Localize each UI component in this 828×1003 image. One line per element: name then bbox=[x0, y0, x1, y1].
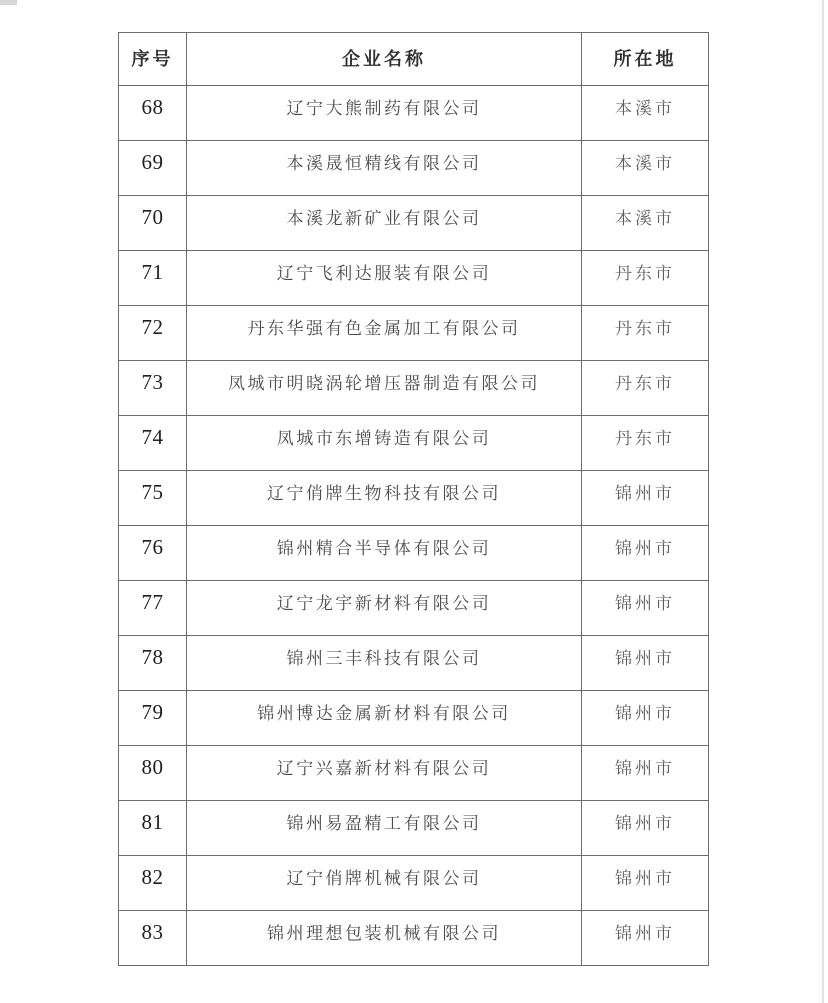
location-cell: 本溪市 bbox=[582, 86, 709, 141]
table-row bbox=[119, 526, 709, 581]
table-row bbox=[119, 691, 709, 746]
table-row bbox=[119, 306, 709, 361]
location-cell: 锦州市 bbox=[582, 471, 709, 526]
serial-number-cell: 79 bbox=[119, 691, 187, 746]
location-cell: 锦州市 bbox=[582, 526, 709, 581]
company-name-cell: 本溪晟恒精线有限公司 bbox=[187, 141, 582, 196]
company-name-cell: 锦州精合半导体有限公司 bbox=[187, 526, 582, 581]
serial-number-cell: 69 bbox=[119, 141, 187, 196]
table-row bbox=[119, 361, 709, 416]
serial-number-cell: 81 bbox=[119, 801, 187, 856]
header-row bbox=[119, 33, 709, 86]
company-name-cell: 凤城市明晓涡轮增压器制造有限公司 bbox=[187, 361, 582, 416]
serial-number-cell: 80 bbox=[119, 746, 187, 801]
company-name-cell: 辽宁俏牌机械有限公司 bbox=[187, 856, 582, 911]
location-cell: 丹东市 bbox=[582, 306, 709, 361]
company-name-cell: 锦州理想包装机械有限公司 bbox=[187, 911, 582, 966]
location-cell: 锦州市 bbox=[582, 911, 709, 966]
header-serial-number: 序号 bbox=[119, 33, 187, 86]
table-row bbox=[119, 801, 709, 856]
table-row bbox=[119, 416, 709, 471]
serial-number-cell: 68 bbox=[119, 86, 187, 141]
company-name-cell: 锦州博达金属新材料有限公司 bbox=[187, 691, 582, 746]
serial-number-cell: 75 bbox=[119, 471, 187, 526]
location-cell: 锦州市 bbox=[582, 691, 709, 746]
company-name-cell: 锦州三丰科技有限公司 bbox=[187, 636, 582, 691]
serial-number-cell: 71 bbox=[119, 251, 187, 306]
table-row bbox=[119, 636, 709, 691]
location-cell: 锦州市 bbox=[582, 636, 709, 691]
table-row bbox=[119, 856, 709, 911]
serial-number-cell: 77 bbox=[119, 581, 187, 636]
location-cell: 本溪市 bbox=[582, 196, 709, 251]
company-name-cell: 辽宁龙宇新材料有限公司 bbox=[187, 581, 582, 636]
location-cell: 丹东市 bbox=[582, 251, 709, 306]
company-name-cell: 辽宁俏牌生物科技有限公司 bbox=[187, 471, 582, 526]
serial-number-cell: 70 bbox=[119, 196, 187, 251]
serial-number-cell: 83 bbox=[119, 911, 187, 966]
table-header bbox=[119, 33, 709, 86]
company-name-cell: 本溪龙新矿业有限公司 bbox=[187, 196, 582, 251]
table-body bbox=[119, 86, 709, 966]
company-name-cell: 辽宁大熊制药有限公司 bbox=[187, 86, 582, 141]
location-cell: 锦州市 bbox=[582, 801, 709, 856]
table-row bbox=[119, 581, 709, 636]
company-name-cell: 辽宁兴嘉新材料有限公司 bbox=[187, 746, 582, 801]
company-name-cell: 锦州易盈精工有限公司 bbox=[187, 801, 582, 856]
location-cell: 丹东市 bbox=[582, 361, 709, 416]
table-row bbox=[119, 911, 709, 966]
serial-number-cell: 76 bbox=[119, 526, 187, 581]
table-row bbox=[119, 141, 709, 196]
company-name-cell: 凤城市东增铸造有限公司 bbox=[187, 416, 582, 471]
top-left-scan-artifact bbox=[0, 0, 17, 5]
company-name-cell: 辽宁飞利达服装有限公司 bbox=[187, 251, 582, 306]
location-cell: 锦州市 bbox=[582, 581, 709, 636]
location-cell: 丹东市 bbox=[582, 416, 709, 471]
serial-number-cell: 78 bbox=[119, 636, 187, 691]
location-cell: 本溪市 bbox=[582, 141, 709, 196]
location-cell: 锦州市 bbox=[582, 856, 709, 911]
header-location: 所在地 bbox=[582, 33, 709, 86]
serial-number-cell: 73 bbox=[119, 361, 187, 416]
serial-number-cell: 72 bbox=[119, 306, 187, 361]
table-row bbox=[119, 251, 709, 306]
table-row bbox=[119, 196, 709, 251]
company-name-cell: 丹东华强有色金属加工有限公司 bbox=[187, 306, 582, 361]
serial-number-cell: 82 bbox=[119, 856, 187, 911]
location-cell: 锦州市 bbox=[582, 746, 709, 801]
table-row bbox=[119, 471, 709, 526]
header-company-name: 企业名称 bbox=[187, 33, 582, 86]
table-row bbox=[119, 746, 709, 801]
table-row bbox=[119, 86, 709, 141]
right-edge-scan-artifact bbox=[822, 0, 824, 1003]
serial-number-cell: 74 bbox=[119, 416, 187, 471]
company-list-table bbox=[118, 32, 709, 966]
